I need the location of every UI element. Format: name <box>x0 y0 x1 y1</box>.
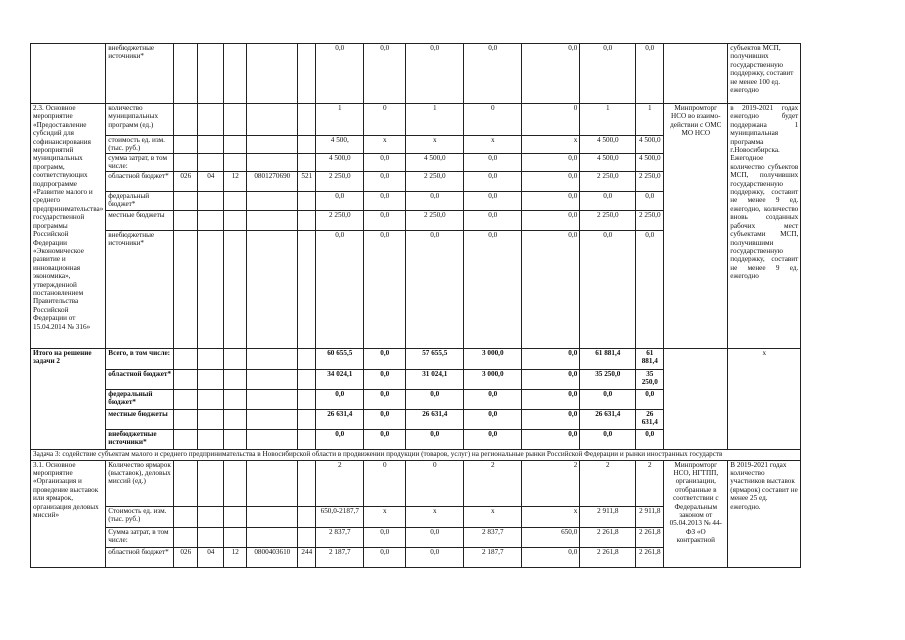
code-csr <box>247 527 298 547</box>
value-cell: 35 250,0 <box>636 369 664 389</box>
value-cell: 0,0 <box>636 389 664 409</box>
code-csr <box>247 104 298 136</box>
code-pr-empty <box>224 389 247 409</box>
code-vr <box>298 210 316 230</box>
code-rz <box>198 460 224 506</box>
code-pr-empty <box>224 409 247 429</box>
total-name: Итого на решение задачи 2 <box>31 348 106 449</box>
value-cell: x <box>364 506 406 527</box>
code-vr <box>298 136 316 154</box>
value-cell: 0,0 <box>364 429 406 449</box>
value-cell: 0,0 <box>522 429 580 449</box>
code-grbs <box>174 527 198 547</box>
code-vr: 521 <box>298 171 316 191</box>
value-cell: 0,0 <box>522 369 580 389</box>
value-cell: 0,0 <box>406 527 464 547</box>
indicator-label: областной бюджет* <box>106 171 174 191</box>
value-cell: 0,0 <box>364 389 406 409</box>
value-cell: x <box>406 506 464 527</box>
code-grbs: 026 <box>174 171 198 191</box>
value-cell: 2 261,8 <box>580 527 636 547</box>
indicator-label: количество муниципальных программ (ед.) <box>106 104 174 136</box>
value-cell: 650,0-2187,7 <box>316 506 364 527</box>
value-cell: 0,0 <box>406 44 464 104</box>
value-cell: x <box>464 136 522 154</box>
value-cell: 2 <box>580 460 636 506</box>
code-pr <box>224 527 247 547</box>
code-vr-empty <box>298 389 316 409</box>
code-vr <box>298 191 316 210</box>
value-cell: 0,0 <box>636 230 664 348</box>
code-rz-empty <box>198 369 224 389</box>
code-pr <box>224 460 247 506</box>
value-cell: 2 250,0 <box>316 171 364 191</box>
code-grbs <box>174 210 198 230</box>
row-block1 <box>31 44 801 104</box>
code-grbs: 026 <box>174 547 198 567</box>
value-cell: 2 <box>522 460 580 506</box>
code-pr <box>224 230 247 348</box>
code-rz <box>198 230 224 348</box>
value-cell: 0,0 <box>580 230 636 348</box>
value-cell: 0,0 <box>364 547 406 567</box>
code-csr <box>247 230 298 348</box>
event-name-empty <box>31 44 106 104</box>
indicator-label: местные бюджеты <box>106 210 174 230</box>
value-cell: 4 500,0 <box>580 153 636 171</box>
value-cell: 1 <box>636 104 664 136</box>
code-csr <box>247 210 298 230</box>
value-cell: 2 250,0 <box>406 171 464 191</box>
indicator-label: сумма затрат, в том числе: <box>106 153 174 171</box>
value-cell: 0,0 <box>364 369 406 389</box>
code-grbs-empty <box>174 369 198 389</box>
value-cell: 0,0 <box>464 409 522 429</box>
code-rz <box>198 210 224 230</box>
code-csr-empty <box>247 369 298 389</box>
code-vr <box>298 153 316 171</box>
code-csr-empty <box>247 409 298 429</box>
event-name: 2.3. Основное мероприятие «Предоставление субсидий для софинансирования мероприятий муниципальных программ, соответствующих подпрограмме «Развитие малого и среднего предпринимательства» государственной программы Российской Федерации «Экономическое развитие и инновационная экономика», утвержденной постановлением Правительства Российской Федерации от 15.04.2014 № 316» <box>31 104 106 349</box>
value-cell: 0,0 <box>364 191 406 210</box>
value-cell: 2 250,0 <box>580 171 636 191</box>
indicator-label: федеральный бюджет* <box>106 389 174 409</box>
value-cell: 0,0 <box>522 153 580 171</box>
code-rz: 04 <box>198 547 224 567</box>
code-grbs-empty <box>174 44 198 104</box>
code-grbs <box>174 191 198 210</box>
value-cell: 2 250,0 <box>636 171 664 191</box>
row-total <box>31 348 801 369</box>
value-cell: 0,0 <box>522 210 580 230</box>
code-pr-empty <box>224 429 247 449</box>
value-cell: 34 024,1 <box>316 369 364 389</box>
value-cell: 26 631,4 <box>580 409 636 429</box>
indicator-label: Сумма затрат, в том числе: <box>106 527 174 547</box>
code-rz <box>198 527 224 547</box>
code-rz: 04 <box>198 171 224 191</box>
indicator-label: внебюджетные источники* <box>106 44 174 104</box>
code-pr <box>224 136 247 154</box>
value-cell: x <box>464 506 522 527</box>
indicator-label: Стоимость ед. изм. (тыс. руб.) <box>106 506 174 527</box>
value-cell: 3 000,0 <box>464 369 522 389</box>
value-cell: x <box>364 136 406 154</box>
value-cell: x <box>406 136 464 154</box>
value-cell: 2 261,8 <box>636 527 664 547</box>
value-cell: 2 261,8 <box>580 547 636 567</box>
indicator-label: федеральный бюджет* <box>106 191 174 210</box>
code-vr-empty <box>298 429 316 449</box>
code-pr <box>224 210 247 230</box>
value-cell: 4 500,0 <box>636 136 664 154</box>
value-cell: 3 000,0 <box>464 348 522 369</box>
value-cell: 0,0 <box>364 210 406 230</box>
event-name: 3.1. Основное мероприятие «Организация и проведение выставок или ярмарок, организация деловых миссий» <box>31 460 106 567</box>
value-cell: 0,0 <box>364 230 406 348</box>
code-vr <box>298 460 316 506</box>
code-pr <box>224 104 247 136</box>
code-csr <box>247 191 298 210</box>
value-cell: 26 631,4 <box>316 409 364 429</box>
value-cell: 2 250,0 <box>406 210 464 230</box>
value-cell: 0 <box>364 460 406 506</box>
code-vr-empty <box>298 348 316 369</box>
value-cell: 0,0 <box>464 389 522 409</box>
value-cell: 4 500,0 <box>580 136 636 154</box>
code-vr: 244 <box>298 547 316 567</box>
code-rz <box>198 136 224 154</box>
code-rz <box>198 104 224 136</box>
value-cell: 2 <box>636 460 664 506</box>
value-cell: 31 024,1 <box>406 369 464 389</box>
value-cell: x <box>522 506 580 527</box>
code-vr <box>298 230 316 348</box>
code-csr-empty <box>247 389 298 409</box>
value-cell: 0,0 <box>522 348 580 369</box>
value-cell: 0,0 <box>464 429 522 449</box>
code-grbs-empty <box>174 348 198 369</box>
indicator-label: стоимость ед. изм. (тыс. руб.) <box>106 136 174 154</box>
value-cell: 0,0 <box>464 210 522 230</box>
value-cell: 35 250,0 <box>580 369 636 389</box>
indicator-label: Всего, в том числе: <box>106 348 174 369</box>
value-cell: 2 837,7 <box>316 527 364 547</box>
code-grbs <box>174 460 198 506</box>
value-cell: 0,0 <box>316 429 364 449</box>
row-block2 <box>31 104 801 136</box>
code-csr: 0800403610 <box>247 547 298 567</box>
value-cell: 0,0 <box>464 44 522 104</box>
value-cell: 0,0 <box>364 348 406 369</box>
code-csr-empty <box>247 44 298 104</box>
code-grbs <box>174 136 198 154</box>
budget-table <box>30 43 801 568</box>
value-cell: 0,0 <box>636 44 664 104</box>
value-cell: 2 250,0 <box>316 210 364 230</box>
code-pr-empty <box>224 44 247 104</box>
indicator-label: внебюджетные источники* <box>106 429 174 449</box>
value-cell: 57 655,5 <box>406 348 464 369</box>
value-cell: 0,0 <box>364 171 406 191</box>
value-cell: 2 187,7 <box>316 547 364 567</box>
code-vr-empty <box>298 44 316 104</box>
code-rz <box>198 506 224 527</box>
result-text: В 2019-2021 годах количество участников выставок (ярмарок) составит не менее 25 ед. ежегодно. <box>728 460 801 567</box>
executor: Минпромторг НСО, НГТПП, организации, отобранные в соответствии с Федеральным законом от 05.04.2013 № 44-ФЗ «О контрактной <box>664 460 728 567</box>
value-cell: 0,0 <box>522 171 580 191</box>
result-text: x <box>728 348 801 449</box>
value-cell: 0,0 <box>522 547 580 567</box>
executor-empty <box>664 44 728 104</box>
code-grbs <box>174 506 198 527</box>
indicator-label: внебюджетные источники* <box>106 230 174 348</box>
value-cell: 0,0 <box>316 44 364 104</box>
code-grbs <box>174 230 198 348</box>
value-cell: 0,0 <box>406 191 464 210</box>
result-text: в 2019-2021 годах ежегодно будет поддержана 1 муниципальная программа г.Новосибирска. Ежегодное количество субъектов МСП, получивших государственную поддержку, составит не менее 9 ед. ежегодно, количество вновь созданных рабочих мест субъектами МСП, получившими государственную поддержку, составит не менее 9 ед. ежегодно <box>728 104 801 349</box>
value-cell: 0,0 <box>580 389 636 409</box>
code-csr <box>247 153 298 171</box>
code-pr: 12 <box>224 171 247 191</box>
value-cell: 4 500,0 <box>406 153 464 171</box>
value-cell: 2 250,0 <box>636 210 664 230</box>
value-cell: 0,0 <box>464 230 522 348</box>
code-pr <box>224 153 247 171</box>
code-rz-empty <box>198 44 224 104</box>
code-pr-empty <box>224 369 247 389</box>
value-cell: 0 <box>406 460 464 506</box>
value-cell: 1 <box>580 104 636 136</box>
code-grbs-empty <box>174 429 198 449</box>
value-cell: 0,0 <box>364 409 406 429</box>
value-cell: 0 <box>464 104 522 136</box>
code-csr <box>247 136 298 154</box>
value-cell: 0,0 <box>464 153 522 171</box>
value-cell: 26 631,4 <box>406 409 464 429</box>
code-grbs-empty <box>174 409 198 429</box>
code-pr: 12 <box>224 547 247 567</box>
row-block4 <box>31 460 801 506</box>
value-cell: 0,0 <box>316 230 364 348</box>
code-vr <box>298 506 316 527</box>
value-cell: 0,0 <box>522 191 580 210</box>
code-rz-empty <box>198 429 224 449</box>
value-cell: 26 631,4 <box>636 409 664 429</box>
value-cell: 0,0 <box>364 527 406 547</box>
code-pr <box>224 191 247 210</box>
value-cell: 0,0 <box>636 429 664 449</box>
code-grbs-empty <box>174 389 198 409</box>
value-cell: 0,0 <box>580 191 636 210</box>
value-cell: 0,0 <box>316 389 364 409</box>
code-grbs <box>174 104 198 136</box>
code-pr-empty <box>224 348 247 369</box>
code-csr <box>247 460 298 506</box>
value-cell: 0,0 <box>364 44 406 104</box>
value-cell: 1 <box>316 104 364 136</box>
value-cell: 0,0 <box>522 409 580 429</box>
code-csr-empty <box>247 348 298 369</box>
value-cell: 0,0 <box>522 44 580 104</box>
value-cell: 650,0 <box>522 527 580 547</box>
code-pr <box>224 506 247 527</box>
code-vr <box>298 527 316 547</box>
code-vr-empty <box>298 409 316 429</box>
value-cell: 61 881,4 <box>580 348 636 369</box>
code-csr: 0801270690 <box>247 171 298 191</box>
value-cell: 0,0 <box>580 44 636 104</box>
value-cell: 2 <box>464 460 522 506</box>
value-cell: 60 655,5 <box>316 348 364 369</box>
value-cell: 4 500,0 <box>316 153 364 171</box>
code-rz-empty <box>198 409 224 429</box>
value-cell: 0,0 <box>406 389 464 409</box>
value-cell: 0,0 <box>636 191 664 210</box>
executor: Минпромторг НСО во взаимо-действии с ОМС МО НСО <box>664 104 728 349</box>
value-cell: 4 500,0 <box>636 153 664 171</box>
value-cell: 2 <box>316 460 364 506</box>
code-rz-empty <box>198 389 224 409</box>
indicator-label: областной бюджет* <box>106 369 174 389</box>
indicator-label: Количество ярмарок (выставок), деловых миссий (ед.) <box>106 460 174 506</box>
indicator-label: местные бюджеты <box>106 409 174 429</box>
result-text: субъектов МСП, получивших государственную поддержку, составит не менее 100 ед. ежегодно <box>728 44 801 104</box>
value-cell: 0,0 <box>406 230 464 348</box>
value-cell: 0,0 <box>522 389 580 409</box>
task-title: Задача 3: содействие субъектам малого и среднего предпринимательства в Новосибирской области в продвижении продукции (товаров, услуг) на региональные рынки Российской Федерации и рынки иностранных государств <box>31 449 801 460</box>
code-vr <box>298 104 316 136</box>
value-cell: 2 837,7 <box>464 527 522 547</box>
value-cell: 0,0 <box>580 429 636 449</box>
code-rz <box>198 153 224 171</box>
task-row <box>31 449 801 460</box>
indicator-label: областной бюджет* <box>106 547 174 567</box>
code-rz <box>198 191 224 210</box>
value-cell: 0,0 <box>406 547 464 567</box>
code-csr-empty <box>247 429 298 449</box>
value-cell: 2 911,8 <box>580 506 636 527</box>
value-cell: 1 <box>406 104 464 136</box>
value-cell: 0 <box>522 104 580 136</box>
value-cell: 0,0 <box>406 429 464 449</box>
value-cell: 0,0 <box>464 171 522 191</box>
code-csr <box>247 506 298 527</box>
code-vr-empty <box>298 369 316 389</box>
executor-empty <box>664 348 728 449</box>
value-cell: 0,0 <box>522 230 580 348</box>
code-grbs <box>174 153 198 171</box>
value-cell: x <box>522 136 580 154</box>
value-cell: 61 881,4 <box>636 348 664 369</box>
value-cell: 0,0 <box>464 191 522 210</box>
code-rz-empty <box>198 348 224 369</box>
value-cell: 2 911,8 <box>636 506 664 527</box>
value-cell: 2 261,8 <box>636 547 664 567</box>
value-cell: 0 <box>364 104 406 136</box>
value-cell: 0,0 <box>316 191 364 210</box>
value-cell: 2 187,7 <box>464 547 522 567</box>
value-cell: 0,0 <box>364 153 406 171</box>
value-cell: 2 250,0 <box>580 210 636 230</box>
value-cell: 4 500, <box>316 136 364 154</box>
